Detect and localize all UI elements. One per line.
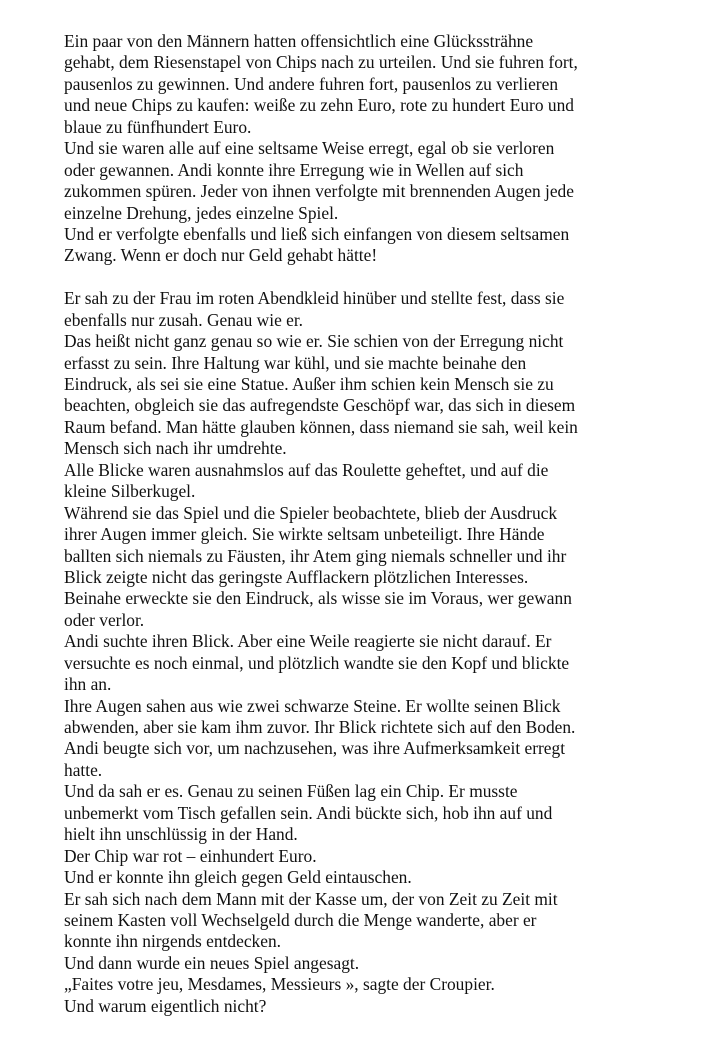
text-line: Mensch sich nach ihr umdrehte. xyxy=(64,438,287,459)
text-line: Eindruck, als sei sie eine Statue. Außer ihm schien kein Mensch sie zu xyxy=(64,374,554,394)
text-line: pausenlos zu gewinnen. Und andere fuhren fort, pausenlos zu verlieren xyxy=(64,73,559,94)
text-line: Blick zeigte nicht das geringste Aufflackern plötzlichen Interesses. xyxy=(64,566,529,587)
text-line: „Faites votre jeu, Mesdames, Messieurs », sagte der Croupier. xyxy=(64,974,495,995)
text-line: Und da sah er es. Genau zu seinen Füßen lag ein Chip. Er musste xyxy=(64,781,518,802)
text-line: Und dann wurde ein neues Spiel angesagt. xyxy=(64,952,360,973)
text-line: Und er verfolgte ebenfalls und ließ sich einfangen von diesem seltsamen xyxy=(64,223,570,244)
text-line: Und warum eigentlich nicht? xyxy=(64,995,267,1016)
text-line: seinem Kasten voll Wechselgeld durch die Menge wanderte, aber er xyxy=(64,909,537,930)
text-line: ballten sich niemals zu Fäusten, ihr Atem ging niemals schneller und ihr xyxy=(64,545,567,566)
text-line: oder verlor. xyxy=(64,609,145,630)
text-line: hielt ihn unschlüssig in der Hand. xyxy=(64,824,298,845)
text-line: Ihre Augen sahen aus wie zwei schwarze Steine. Er wollte seinen Blick xyxy=(64,695,561,716)
text-line: Er sah zu der Frau im roten Abendkleid hinüber und stellte fest, dass sie xyxy=(64,288,565,309)
text-line: Während sie das Spiel und die Spieler beobachtete, blieb der Ausdruck xyxy=(64,502,558,523)
text-line: oder gewannen. Andi konnte ihre Erregung wie in Wellen auf sich xyxy=(64,159,524,180)
text-line: Raum befand. Man hätte glauben können, dass niemand sie sah, weil kein xyxy=(64,416,578,437)
text-line: beachten, obgleich sie das aufregendste Geschöpf war, das sich in diesem xyxy=(64,395,576,416)
text-line: und neue Chips zu kaufen: weiße zu zehn Euro, rote zu hundert Euro und xyxy=(64,95,574,116)
text-line: blaue zu fünfhundert Euro. xyxy=(64,116,252,137)
paragraph-gap xyxy=(64,267,704,288)
text-line: gehabt, dem Riesenstapel von Chips nach zu urteilen. Und sie fuhren fort, xyxy=(64,52,578,73)
paragraph-1 xyxy=(64,31,704,267)
text-line: abwenden, aber sie kam ihm zuvor. Ihr Blick richtete sich auf den Boden. xyxy=(64,717,576,737)
text-line: zukommen spüren. Jeder von ihnen verfolgte mit brennenden Augen jede xyxy=(64,181,574,202)
text-line: konnte ihn nirgends entdecken. xyxy=(64,931,282,952)
text-line: Das heißt nicht ganz genau so wie er. Sie schien von der Erregung nicht xyxy=(64,331,564,352)
text-line: Und er konnte ihn gleich gegen Geld eintauschen. xyxy=(64,867,412,888)
text-line: Beinahe erweckte sie den Eindruck, als wisse sie im Voraus, wer gewann xyxy=(64,588,572,609)
text-line: ihrer Augen immer gleich. Sie wirkte seltsam unbeteiligt. Ihre Hände xyxy=(64,524,545,545)
text-line: kleine Silberkugel. xyxy=(64,481,196,502)
text-line: Andi suchte ihren Blick. Aber eine Weile reagierte sie nicht darauf. Er xyxy=(64,631,552,652)
text-line: versuchte es noch einmal, und plötzlich wandte sie den Kopf und blickte xyxy=(64,652,570,673)
text-line: ihn an. xyxy=(64,674,112,695)
text-line: Andi beugte sich vor, um nachzusehen, was ihre Aufmerksamkeit erregt xyxy=(64,738,566,759)
text-line: unbemerkt vom Tisch gefallen sein. Andi bückte sich, hob ihn auf und xyxy=(64,802,553,823)
text-line: erfasst zu sein. Ihre Haltung war kühl, und sie machte beinahe den xyxy=(64,352,527,373)
text-line: Der Chip war rot – einhundert Euro. xyxy=(64,845,317,866)
text-line: hatte. xyxy=(64,759,103,780)
text-line: Alle Blicke waren ausnahmslos auf das Roulette geheftet, und auf die xyxy=(64,459,549,480)
document-page xyxy=(64,31,704,1017)
paragraph-2 xyxy=(64,288,704,1017)
text-line: einzelne Drehung, jedes einzelne Spiel. xyxy=(64,202,339,223)
text-line: ebenfalls nur zusah. Genau wie er. xyxy=(64,309,304,330)
text-line: Zwang. Wenn er doch nur Geld gehabt hätte! xyxy=(64,245,378,266)
text-line: Und sie waren alle auf eine seltsame Weise erregt, egal ob sie verloren xyxy=(64,138,555,159)
text-line: Ein paar von den Männern hatten offensichtlich eine Glückssträhne xyxy=(64,31,534,51)
text-line: Er sah sich nach dem Mann mit der Kasse um, der von Zeit zu Zeit mit xyxy=(64,888,558,909)
